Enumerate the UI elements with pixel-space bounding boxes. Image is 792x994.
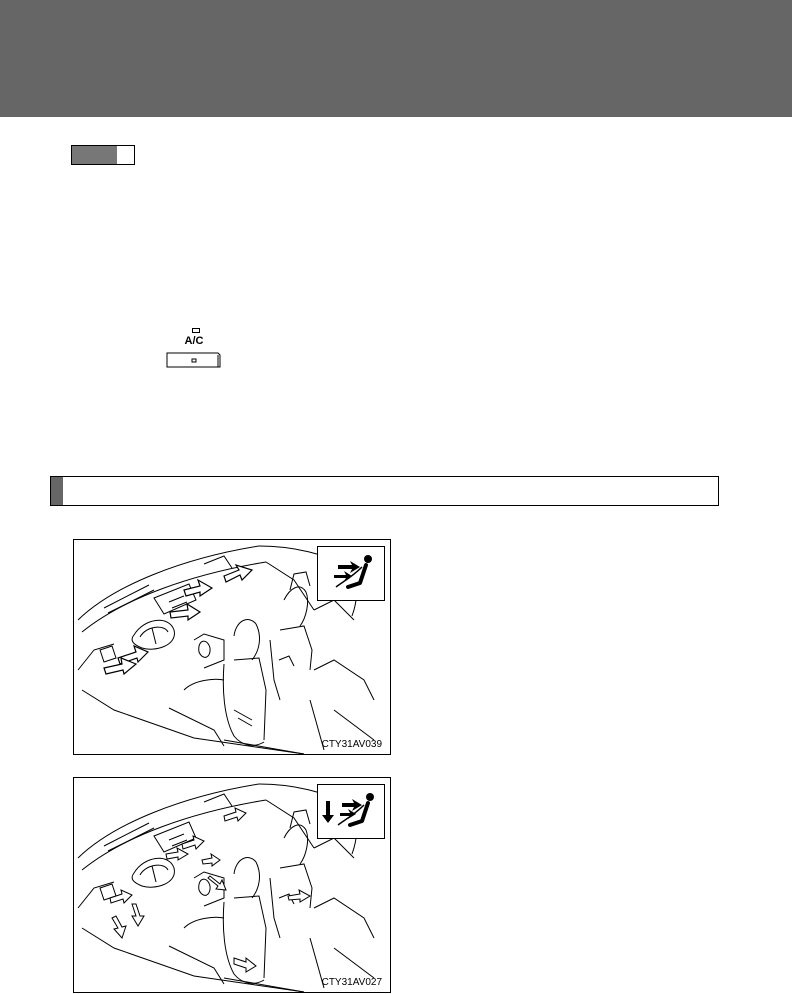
face-mode-icon: [317, 546, 385, 601]
figure-code: CTY31AV039: [321, 739, 382, 750]
ac-button-illustration: [166, 328, 222, 372]
page-header-band: [0, 0, 792, 117]
airflow-figure-face: [73, 539, 391, 755]
figure-code: CTY31AV027: [321, 977, 382, 988]
section-heading-bar: [50, 476, 719, 506]
ac-button-label: A/C: [184, 335, 204, 347]
ac-indicator-icon: [192, 328, 200, 333]
ac-switch-icon: [166, 352, 221, 369]
section-tab-marker: [71, 145, 135, 165]
airflow-figure-bi-level: [73, 777, 391, 993]
bi-level-mode-icon: [317, 784, 385, 839]
